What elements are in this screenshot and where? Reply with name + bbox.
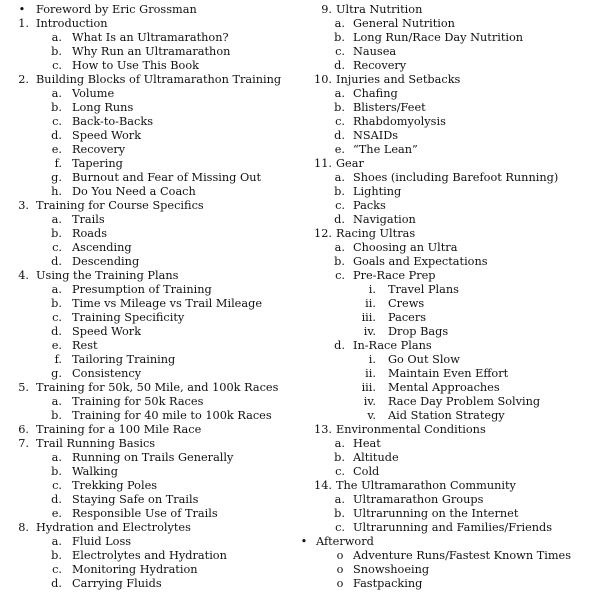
- toc-entry-title: Do You Need a Coach: [72, 185, 196, 198]
- toc-right-column: [296, 3, 600, 591]
- toc-entry-marker: ii.: [365, 367, 376, 380]
- toc-entry-marker: a.: [51, 451, 62, 464]
- toc-entry: [0, 311, 290, 325]
- toc-entry: [0, 563, 290, 577]
- toc-entry-marker: g.: [51, 171, 62, 184]
- toc-entry-marker: e.: [51, 143, 62, 156]
- toc-entry-title: “The Lean”: [353, 143, 418, 156]
- toc-entry: [0, 339, 290, 353]
- toc-left-column: [0, 3, 290, 591]
- toc-entry: [0, 213, 290, 227]
- toc-entry: [296, 367, 600, 381]
- toc-entry: [296, 157, 600, 171]
- toc-entry-title: Speed Work: [72, 129, 142, 142]
- toc-entry: [296, 17, 600, 31]
- toc-entry-title: Introduction: [36, 17, 108, 30]
- toc-entry-title: Training for a 100 Mile Race: [36, 423, 202, 436]
- toc-entry: [296, 45, 600, 59]
- toc-entry-title: Rest: [72, 339, 98, 352]
- toc-entry-title: Presumption of Training: [72, 283, 212, 296]
- toc-entry-marker: 14.: [314, 479, 332, 492]
- toc-entry-title: Volume: [72, 87, 115, 100]
- toc-entry: [296, 409, 600, 423]
- toc-entry-title: Running on Trails Generally: [72, 451, 234, 464]
- toc-entry-title: Recovery: [353, 59, 407, 72]
- toc-entry-title: Race Day Problem Solving: [388, 395, 541, 408]
- toc-entry: [0, 157, 290, 171]
- toc-entry-title: Packs: [353, 199, 386, 212]
- toc-entry-title: NSAIDs: [353, 129, 399, 142]
- toc-entry-marker: b.: [51, 45, 62, 58]
- toc-entry-marker: •: [18, 3, 26, 16]
- toc-entry-title: Drop Bags: [388, 325, 449, 338]
- toc-entry: [296, 423, 600, 437]
- toc-entry-marker: a.: [334, 17, 345, 30]
- toc-entry-marker: d.: [51, 129, 62, 142]
- toc-entry-title: Back-to-Backs: [72, 115, 153, 128]
- toc-entry: [296, 381, 600, 395]
- toc-entry: [296, 353, 600, 367]
- toc-entry: [0, 73, 290, 87]
- toc-entry-title: Why Run an Ultramarathon: [72, 45, 231, 58]
- toc-entry: [296, 451, 600, 465]
- toc-entry: [0, 227, 290, 241]
- toc-entry: [296, 199, 600, 213]
- toc-entry-marker: d.: [334, 339, 345, 352]
- toc-entry-title: Shoes (including Barefoot Running): [353, 171, 559, 184]
- toc-entry: [0, 241, 290, 255]
- toc-entry-marker: d.: [51, 577, 62, 590]
- toc-entry: [0, 423, 290, 437]
- toc-entry-marker: d.: [51, 325, 62, 338]
- toc-entry-marker: 13.: [314, 423, 332, 436]
- toc-entry-title: Burnout and Fear of Missing Out: [72, 171, 262, 184]
- toc-entry: [0, 451, 290, 465]
- toc-entry: [296, 507, 600, 521]
- toc-entry-title: Mental Approaches: [388, 381, 500, 394]
- toc-entry: [296, 493, 600, 507]
- toc-entry: [296, 3, 600, 17]
- toc-entry: [296, 395, 600, 409]
- toc-entry-title: Injuries and Setbacks: [336, 73, 461, 86]
- toc-entry-title: Altitude: [353, 451, 399, 464]
- toc-entry-marker: b.: [51, 465, 62, 478]
- toc-entry-marker: b.: [51, 549, 62, 562]
- toc-entry-title: Pre-Race Prep: [353, 269, 436, 282]
- toc-entry: [0, 87, 290, 101]
- toc-entry: [0, 129, 290, 143]
- toc-entry: [0, 45, 290, 59]
- toc-entry: [296, 339, 600, 353]
- toc-entry-marker: 4.: [18, 269, 29, 282]
- toc-entry-marker: b.: [51, 101, 62, 114]
- toc-entry: [296, 129, 600, 143]
- toc-entry-marker: d.: [334, 129, 345, 142]
- toc-entry-marker: iii.: [361, 311, 376, 324]
- toc-entry: [0, 521, 290, 535]
- toc-entry-title: Fluid Loss: [72, 535, 132, 548]
- toc-entry-title: Crews: [388, 297, 425, 310]
- toc-entry-title: Rhabdomyolysis: [353, 115, 446, 128]
- toc-entry-marker: ii.: [365, 297, 376, 310]
- toc-entry-marker: 1.: [18, 17, 29, 30]
- toc-entry-marker: iv.: [363, 395, 376, 408]
- toc-entry: [0, 17, 290, 31]
- toc-entry-marker: b.: [334, 31, 345, 44]
- toc-entry-marker: b.: [51, 227, 62, 240]
- toc-entry-marker: 6.: [18, 423, 29, 436]
- toc-entry-marker: a.: [51, 395, 62, 408]
- toc-entry-title: Goals and Expectations: [353, 255, 488, 268]
- toc-entry-marker: e.: [51, 507, 62, 520]
- toc-entry-title: Travel Plans: [388, 283, 459, 296]
- toc-entry: [296, 59, 600, 73]
- toc-entry-marker: a.: [51, 213, 62, 226]
- toc-entry: [296, 479, 600, 493]
- toc-entry-marker: h.: [51, 185, 62, 198]
- toc-entry: [0, 185, 290, 199]
- toc-entry-title: Blisters/Feet: [353, 101, 426, 114]
- toc-entry-marker: c.: [52, 479, 62, 492]
- toc-entry-title: Time vs Mileage vs Trail Mileage: [72, 297, 263, 310]
- toc-entry: [296, 31, 600, 45]
- toc-entry-title: Maintain Even Effort: [388, 367, 509, 380]
- toc-entry-title: Trekking Poles: [72, 479, 158, 492]
- toc-entry: [0, 395, 290, 409]
- toc-entry-marker: 10.: [314, 73, 332, 86]
- toc-entry-title: Aid Station Strategy: [388, 409, 505, 422]
- toc-entry: [296, 255, 600, 269]
- toc-entry: [0, 101, 290, 115]
- toc-entry: [296, 465, 600, 479]
- toc-entry: [296, 143, 600, 157]
- toc-entry: [296, 311, 600, 325]
- toc-entry: [0, 283, 290, 297]
- toc-entry-marker: a.: [51, 87, 62, 100]
- toc-entry: [0, 115, 290, 129]
- toc-entry-title: Carrying Fluids: [72, 577, 162, 590]
- toc-entry: [296, 325, 600, 339]
- toc-entry: [296, 73, 600, 87]
- toc-entry: [296, 283, 600, 297]
- toc-entry: [296, 577, 600, 591]
- toc-entry-marker: 9.: [321, 3, 332, 16]
- toc-entry: [296, 101, 600, 115]
- toc-entry: [0, 143, 290, 157]
- toc-entry: [0, 577, 290, 591]
- toc-entry-marker: b.: [334, 451, 345, 464]
- toc-entry-marker: a.: [51, 283, 62, 296]
- toc-entry: [296, 297, 600, 311]
- toc-entry-marker: b.: [334, 101, 345, 114]
- toc-entry-title: Ultrarunning and Families/Friends: [353, 521, 553, 534]
- toc-entry-marker: b.: [334, 185, 345, 198]
- toc-entry: [296, 115, 600, 129]
- toc-entry-marker: 3.: [18, 199, 29, 212]
- toc-entry-marker: 11.: [314, 157, 332, 170]
- toc-entry-marker: v.: [367, 409, 376, 422]
- toc-entry-title: Fastpacking: [353, 577, 423, 590]
- toc-entry-marker: iv.: [363, 325, 376, 338]
- toc-entry-marker: d.: [334, 59, 345, 72]
- toc-entry-marker: a.: [334, 493, 345, 506]
- toc-entry-title: The Ultramarathon Community: [336, 479, 516, 492]
- toc-entry-marker: 8.: [18, 521, 29, 534]
- toc-entry-marker: c.: [52, 311, 62, 324]
- toc-entry-title: Pacers: [388, 311, 427, 324]
- toc-entry-marker: c.: [335, 199, 345, 212]
- toc-entry: [296, 535, 600, 549]
- toc-entry-title: Gear: [336, 157, 364, 170]
- toc-entry: [296, 269, 600, 283]
- toc-entry-marker: a.: [334, 87, 345, 100]
- toc-entry: [0, 381, 290, 395]
- toc-entry-marker: i.: [368, 283, 376, 296]
- toc-entry-title: Ultra Nutrition: [336, 3, 423, 16]
- toc-entry-marker: a.: [334, 171, 345, 184]
- toc-entry-marker: b.: [334, 255, 345, 268]
- toc-entry: [0, 171, 290, 185]
- toc-entry-title: Hydration and Electrolytes: [36, 521, 191, 534]
- toc-entry-title: In-Race Plans: [353, 339, 432, 352]
- toc-entry-title: Training for 50k, 50 Mile, and 100k Races: [36, 381, 279, 394]
- toc-entry: [0, 507, 290, 521]
- toc-entry-title: Trails: [72, 213, 105, 226]
- toc-entry: [0, 269, 290, 283]
- toc-entry-title: Staying Safe on Trails: [72, 493, 199, 506]
- toc-entry-marker: a.: [334, 437, 345, 450]
- toc-entry-title: Foreword by Eric Grossman: [36, 3, 197, 16]
- toc-entry-marker: a.: [51, 535, 62, 548]
- toc-entry-marker: d.: [51, 255, 62, 268]
- toc-entry-title: Long Runs: [72, 101, 134, 114]
- toc-entry-title: Tailoring Training: [72, 353, 176, 366]
- toc-entry-title: Speed Work: [72, 325, 142, 338]
- toc-entry-title: Chafing: [353, 87, 398, 100]
- toc-entry-title: Environmental Conditions: [336, 423, 486, 436]
- toc-entry-title: Ultramarathon Groups: [353, 493, 484, 506]
- toc-entry-marker: b.: [51, 297, 62, 310]
- toc-entry-marker: c.: [52, 563, 62, 576]
- toc-entry-marker: 5.: [18, 381, 29, 394]
- toc-entry: [0, 367, 290, 381]
- toc-entry-marker: o: [336, 577, 344, 590]
- toc-entry-title: Afterword: [316, 535, 374, 548]
- toc-entry: [296, 549, 600, 563]
- toc-entry-marker: c.: [335, 465, 345, 478]
- toc-entry: [0, 199, 290, 213]
- toc-entry-title: Lighting: [353, 185, 402, 198]
- toc-entry-title: Long Run/Race Day Nutrition: [353, 31, 524, 44]
- toc-entry-marker: o: [336, 563, 344, 576]
- toc-entry-marker: a.: [51, 31, 62, 44]
- toc-entry-title: How to Use This Book: [72, 59, 200, 72]
- toc-entry-marker: e.: [51, 339, 62, 352]
- toc-entry-title: What Is an Ultramarathon?: [72, 31, 229, 44]
- toc-entry-title: Descending: [72, 255, 140, 268]
- toc-entry-marker: i.: [368, 353, 376, 366]
- toc-entry: [296, 171, 600, 185]
- toc-entry-title: Adventure Runs/Fastest Known Times: [353, 549, 572, 562]
- toc-entry-marker: c.: [52, 241, 62, 254]
- toc-entry-title: Walking: [72, 465, 118, 478]
- toc-entry-marker: c.: [335, 269, 345, 282]
- toc-entry-title: Racing Ultras: [336, 227, 416, 240]
- toc-entry: [296, 241, 600, 255]
- toc-entry-title: General Nutrition: [353, 17, 455, 30]
- toc-entry-title: Training for 50k Races: [72, 395, 204, 408]
- toc-entry-title: Monitoring Hydration: [72, 563, 198, 576]
- toc-entry-title: Snowshoeing: [353, 563, 430, 576]
- toc-entry: [0, 549, 290, 563]
- toc-entry: [0, 3, 290, 17]
- toc-entry-marker: c.: [335, 45, 345, 58]
- toc-entry: [0, 59, 290, 73]
- toc-entry-marker: 2.: [18, 73, 29, 86]
- toc-entry-marker: 12.: [314, 227, 332, 240]
- toc-entry-marker: iii.: [361, 381, 376, 394]
- toc-entry: [0, 479, 290, 493]
- toc-entry-marker: f.: [54, 353, 62, 366]
- toc-entry: [0, 437, 290, 451]
- toc-entry: [296, 227, 600, 241]
- toc-entry: [296, 87, 600, 101]
- toc-entry-title: Heat: [353, 437, 381, 450]
- toc-entry: [0, 465, 290, 479]
- toc-entry: [0, 409, 290, 423]
- toc-entry-title: Responsible Use of Trails: [72, 507, 218, 520]
- toc-entry-title: Consistency: [72, 367, 142, 380]
- toc-entry: [296, 213, 600, 227]
- toc-entry: [0, 353, 290, 367]
- toc-entry: [0, 297, 290, 311]
- toc-entry: [0, 535, 290, 549]
- toc-entry-title: Ultrarunning on the Internet: [353, 507, 519, 520]
- toc-entry-title: Training Specificity: [72, 311, 185, 324]
- toc-entry-marker: b.: [51, 409, 62, 422]
- toc-entry-title: Ascending: [72, 241, 132, 254]
- toc-entry-title: Using the Training Plans: [36, 269, 179, 282]
- toc-entry-title: Building Blocks of Ultramarathon Training: [36, 73, 282, 86]
- toc-entry-title: Training for Course Specifics: [36, 199, 204, 212]
- toc-entry-title: Electrolytes and Hydration: [72, 549, 227, 562]
- toc-entry-marker: •: [300, 535, 308, 548]
- toc-entry-title: Roads: [72, 227, 108, 240]
- toc-entry: [296, 521, 600, 535]
- toc-entry-title: Tapering: [72, 157, 123, 170]
- toc-entry-marker: o: [336, 549, 344, 562]
- toc-entry-marker: f.: [54, 157, 62, 170]
- toc-entry: [0, 31, 290, 45]
- toc-entry: [296, 185, 600, 199]
- toc-entry: [296, 437, 600, 451]
- toc-entry-marker: b.: [334, 507, 345, 520]
- toc-entry-marker: c.: [52, 115, 62, 128]
- toc-entry-title: Nausea: [353, 45, 397, 58]
- toc-entry: [0, 493, 290, 507]
- toc-entry-marker: g.: [51, 367, 62, 380]
- toc-entry-marker: e.: [334, 143, 345, 156]
- toc-entry-title: Go Out Slow: [388, 353, 460, 366]
- toc-entry-title: Recovery: [72, 143, 126, 156]
- toc-entry-title: Navigation: [353, 213, 416, 226]
- toc-entry-marker: c.: [335, 115, 345, 128]
- toc-entry-title: Trail Running Basics: [36, 437, 156, 450]
- toc-entry-title: Choosing an Ultra: [353, 241, 458, 254]
- toc-entry: [296, 563, 600, 577]
- toc-entry-marker: d.: [334, 213, 345, 226]
- toc-entry-title: Training for 40 mile to 100k Races: [72, 409, 272, 422]
- toc-entry-marker: c.: [335, 521, 345, 534]
- toc-entry-marker: d.: [51, 493, 62, 506]
- toc-entry-marker: a.: [334, 241, 345, 254]
- toc-entry: [0, 255, 290, 269]
- toc-entry-marker: c.: [52, 59, 62, 72]
- toc-entry: [0, 325, 290, 339]
- toc-entry-title: Cold: [353, 465, 380, 478]
- toc-entry-marker: 7.: [18, 437, 29, 450]
